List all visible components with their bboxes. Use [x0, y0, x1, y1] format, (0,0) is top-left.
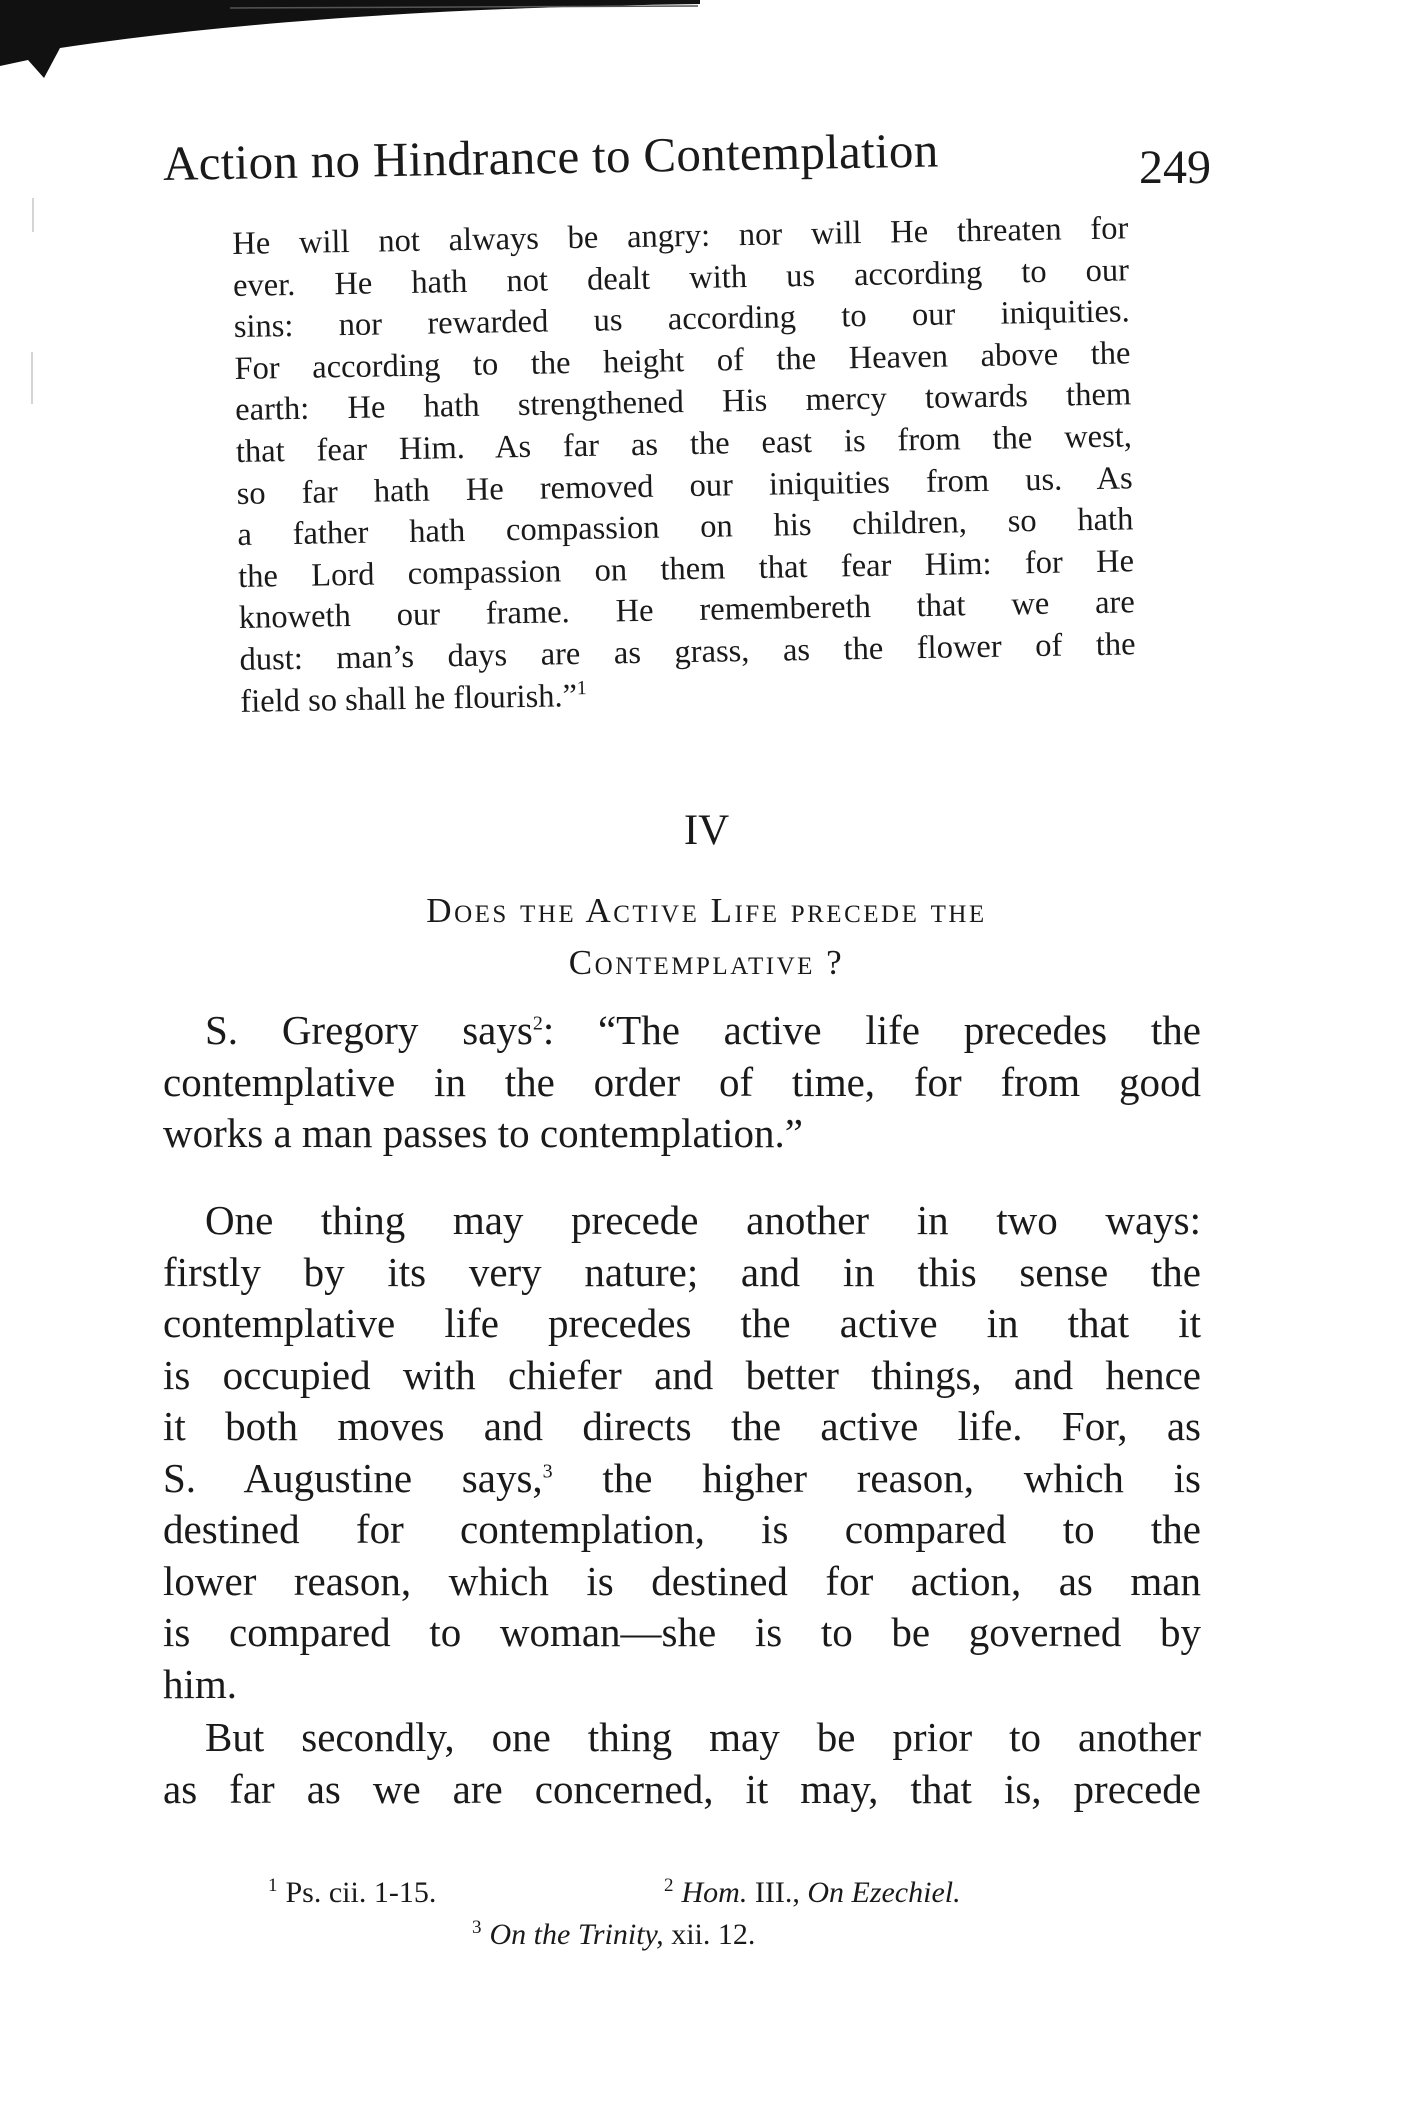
body-line [163, 1005, 1201, 1057]
footnote-1 [268, 1872, 436, 1914]
section-title-line-1: Does the Active Life precede the [426, 891, 987, 930]
body-line-text: the higher reason, which is [552, 1454, 1201, 1501]
scan-mark-left-2 [31, 352, 33, 404]
body-line: lower reason, which is destined for action, as man [163, 1557, 1201, 1604]
quote-line: For according to the height of the Heaven above the [234, 335, 1131, 387]
psalm-quotation [232, 208, 1137, 723]
footnote-ref-3: 3 [542, 1459, 553, 1482]
body-line: One thing may precede another in two ways: [205, 1197, 1201, 1243]
body-line-text: S. Augustine says, [163, 1454, 543, 1501]
running-head [162, 122, 1211, 208]
quote-line: that fear Him. As far as the east is from the west, [235, 418, 1133, 470]
quote-line: so far hath He removed our iniquities from us. As [236, 459, 1133, 512]
footnote-text: Ps. cii. 1-15. [285, 1876, 437, 1909]
quote-line: He will not always be angry: nor will He threaten for [232, 210, 1129, 262]
body-line: as far as we are concerned, it may, that is, precede [163, 1765, 1201, 1812]
footnote-row [0, 1914, 1413, 1956]
paragraph-precedence [163, 1195, 1201, 1710]
footnote-marker: 2 [664, 1875, 674, 1896]
footnote-ref-2: 2 [532, 1012, 543, 1035]
body-line-text: S. Gregory says [205, 1007, 533, 1053]
body-line: works a man passes to contemplation.” [163, 1110, 803, 1156]
footnote-ref-1: 1 [576, 676, 588, 699]
scan-mark-left-1 [32, 198, 34, 232]
footnote-2 [664, 1872, 961, 1914]
body-line: But secondly, one thing may be prior to another [205, 1714, 1201, 1760]
footnote-marker: 1 [268, 1875, 278, 1896]
body-line-text: : “The active life precedes the [542, 1007, 1201, 1053]
footnote-work: Hom. [681, 1876, 748, 1909]
scan-edge-shadow [0, 0, 720, 90]
quote-line: dust: man’s days are as grass, as the flower of the [239, 626, 1136, 678]
footnote-text: xii. 12. [663, 1918, 756, 1951]
quote-line: sins: nor rewarded us according to our iniquities. [233, 293, 1130, 346]
quote-line: knoweth our frame. He remembereth that we are [238, 584, 1136, 637]
body-line: firstly by its very nature; and in this sense the [163, 1248, 1201, 1295]
body-line: destined for contemplation, is compared to the [163, 1506, 1201, 1552]
body-line: is occupied with chiefer and better things, and hence [163, 1351, 1201, 1398]
section-title-line-2: Contemplative ? [568, 943, 845, 982]
body-line: it both moves and directs the active life. For, as [163, 1403, 1201, 1449]
quote-line: ever. He hath not dealt with us according to our [232, 251, 1130, 304]
page-number: 249 [1139, 141, 1211, 194]
body-line: him. [163, 1660, 238, 1707]
footnotes [0, 1872, 1413, 1956]
body-line: is compared to woman—she is to be governed by [163, 1609, 1201, 1655]
footnote-marker: 3 [472, 1917, 482, 1938]
body-line: contemplative life precedes the active in that it [163, 1300, 1201, 1346]
footnote-work: On the Trinity, [489, 1918, 664, 1951]
scan-edge-shadow-shape [0, 0, 700, 78]
quote-line: a father hath compassion on his children, so hath [237, 501, 1134, 554]
footnote-text: III., [747, 1876, 808, 1909]
running-title: Action no Hindrance to Contemplation [162, 122, 939, 191]
section-title [0, 885, 1413, 989]
section-number: IV [683, 807, 730, 854]
quote-last-line-text: field so shall he flourish.” [240, 677, 578, 720]
paragraph-gregory [163, 1005, 1201, 1160]
footnote-work: On Ezechiel. [807, 1876, 961, 1909]
quote-line: the Lord compassion on them that fear Him: for He [237, 543, 1135, 595]
quote-line: earth: He hath strengthened His mercy towards them [234, 376, 1132, 429]
body-line: contemplative in the order of time, for from good [163, 1058, 1201, 1105]
body-line [163, 1453, 1201, 1505]
footnote-row [0, 1872, 1413, 1914]
paragraph-secondly [163, 1712, 1201, 1815]
footnote-3 [472, 1914, 755, 1956]
